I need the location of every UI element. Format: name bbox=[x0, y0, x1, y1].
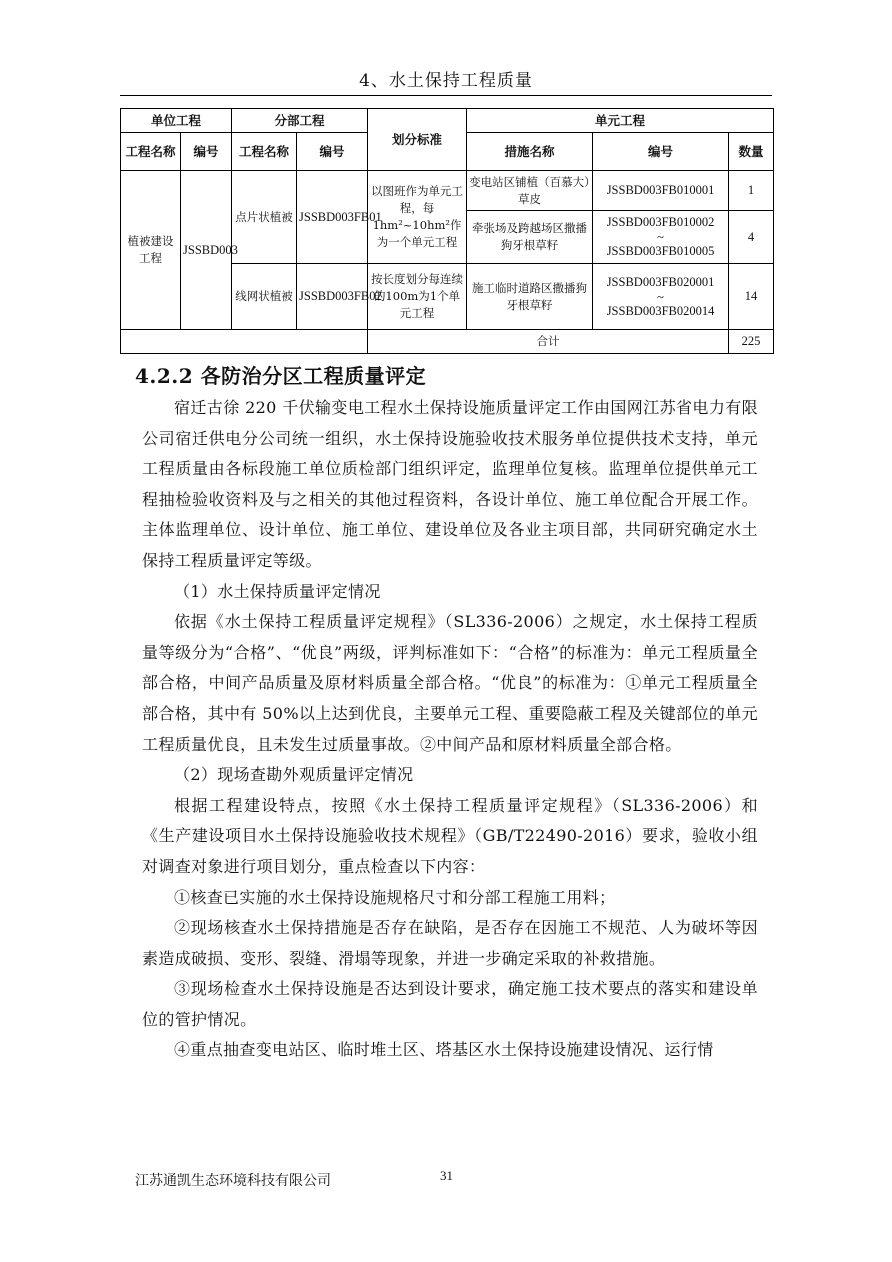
row3-code-to: JSSBD003FB020014 bbox=[606, 303, 715, 318]
col-measure-name: 措施名称 bbox=[467, 133, 593, 171]
col-count: 数量 bbox=[729, 133, 774, 171]
cell-row2-count: 4 bbox=[729, 211, 774, 264]
cell-total-value: 225 bbox=[729, 330, 774, 354]
list-item-4: ④重点抽查变电站区、临时堆土区、塔基区水土保持设施建设情况、运行情 bbox=[174, 1040, 714, 1060]
col-sub-code: 编号 bbox=[297, 133, 368, 171]
unit-division-table bbox=[120, 108, 774, 354]
col-criteria: 划分标准 bbox=[368, 109, 467, 171]
cell-sub1-criteria: 以图班作为单元工程，每1hm²~10hm²作为一个单元工程 bbox=[368, 171, 467, 264]
col-project-code: 编号 bbox=[181, 133, 232, 171]
col-unit-project: 单位工程 bbox=[121, 109, 232, 133]
row2-code-sep: ~ bbox=[657, 230, 664, 244]
list-item-1: ①核查已实施的水土保持设施规格尺寸和分部工程施工用料； bbox=[174, 887, 616, 907]
cell-row3-measure: 施工临时道路区撒播狗牙根草籽 bbox=[467, 264, 593, 330]
cell-sub2-name: 线网状植被 bbox=[232, 264, 297, 330]
page-number: 31 bbox=[440, 1168, 453, 1183]
row3-code-sep: ~ bbox=[657, 289, 664, 304]
table-row bbox=[121, 171, 774, 211]
cell-unit-name: 植被建设工程 bbox=[121, 171, 181, 330]
subheading-2: （2）现场查勘外观质量评定情况 bbox=[174, 765, 414, 785]
list-item-3: ③现场检查水土保持设施是否达到设计要求，确定施工技术要点的落实和建设单位的管护情况。 bbox=[142, 979, 758, 1029]
col-project-name: 工程名称 bbox=[121, 133, 181, 171]
footer-company: 江苏通凯生态环境科技有限公司 bbox=[135, 1173, 331, 1189]
col-sub-name: 工程名称 bbox=[232, 133, 297, 171]
cell-sub2-criteria: 按长度划分每连续的100m为1个单元工程 bbox=[368, 264, 467, 330]
paragraph-2: 依据《水土保持工程质量评定规程》（SL336-2006）之规定，水土保持工程质量等级分为“合格”、“优良”两级，评判标准如下：“合格”的标准为：单元工程质量全部合格，中间产品质量及原材料质量全部合格。“优良”的标准为：①单元工程质量全部合格，其中有 50%以上达到优良，主要单元工程、重要隐蔽工程及关键部位的单元工程质量优良，且未发生过质量事故。②中间产品和原材料质量全部合格。 bbox=[142, 612, 758, 754]
running-header: 4、水土保持工程质量 bbox=[359, 71, 533, 91]
cell-total-label: 合计 bbox=[368, 330, 729, 354]
paragraph-3: 根据工程建设特点，按照《水土保持工程质量评定规程》（SL336-2006）和《生产建设项目水土保持设施验收技术规程》（GB/T22490-2016）要求，验收小组对调查对象进行项目划分，重点检查以下内容： bbox=[142, 795, 758, 876]
section-heading: 4.2.2 各防治分区工程质量评定 bbox=[135, 364, 427, 388]
col-sub-project: 分部工程 bbox=[232, 109, 368, 133]
cell-row2-code bbox=[593, 211, 729, 264]
col-element-project: 单元工程 bbox=[467, 109, 774, 133]
cell-unit-code: JSSBD003 bbox=[181, 171, 232, 330]
row2-code-to: JSSBD003FB010005 bbox=[606, 244, 715, 258]
cell-total-blank bbox=[121, 330, 368, 354]
cell-row1-measure: 变电站区铺植（百慕大）草皮 bbox=[467, 171, 593, 211]
cell-sub2-code: JSSBD003FB02 bbox=[297, 264, 368, 330]
cell-row3-count: 14 bbox=[729, 264, 774, 330]
cell-row1-count: 1 bbox=[729, 171, 774, 211]
table-total-row bbox=[121, 330, 774, 354]
cell-row3-code bbox=[593, 264, 729, 330]
list-item-2: ②现场核查水土保持措施是否存在缺陷，是否存在因施工不规范、人为破坏等因素造成破损、变形、裂缝、滑塌等现象，并进一步确定采取的补救措施。 bbox=[142, 918, 758, 968]
paragraph-1: 宿迁古徐 220 千伏输变电工程水土保持设施质量评定工作由国网江苏省电力有限公司宿迁供电分公司统一组织，水土保持设施验收技术服务单位提供技术支持，单元工程质量由各标段施工单位质检部门组织评定，监理单位复核。监理单位提供单元工程抽检验收资料及与之相关的其他过程资料，各设计单位、施工单位配合开展工作。主体监理单位、设计单位、施工单位、建设单位及各业主项目部，共同研究确定水土保持工程质量评定等级。 bbox=[142, 398, 758, 570]
cell-row1-code: JSSBD003FB010001 bbox=[593, 171, 729, 211]
row3-code-from: JSSBD003FB020001 bbox=[606, 274, 715, 289]
cell-sub1-code: JSSBD003FB01 bbox=[297, 171, 368, 264]
col-element-code: 编号 bbox=[593, 133, 729, 171]
cell-sub1-name: 点片状植被 bbox=[232, 171, 297, 264]
section-body bbox=[142, 393, 758, 1066]
header-divider bbox=[120, 95, 772, 96]
row2-code-from: JSSBD003FB010002 bbox=[606, 215, 715, 229]
cell-row2-measure: 牵张场及跨越场区撒播狗牙根草籽 bbox=[467, 211, 593, 264]
subheading-1: （1）水土保持质量评定情况 bbox=[174, 581, 381, 601]
